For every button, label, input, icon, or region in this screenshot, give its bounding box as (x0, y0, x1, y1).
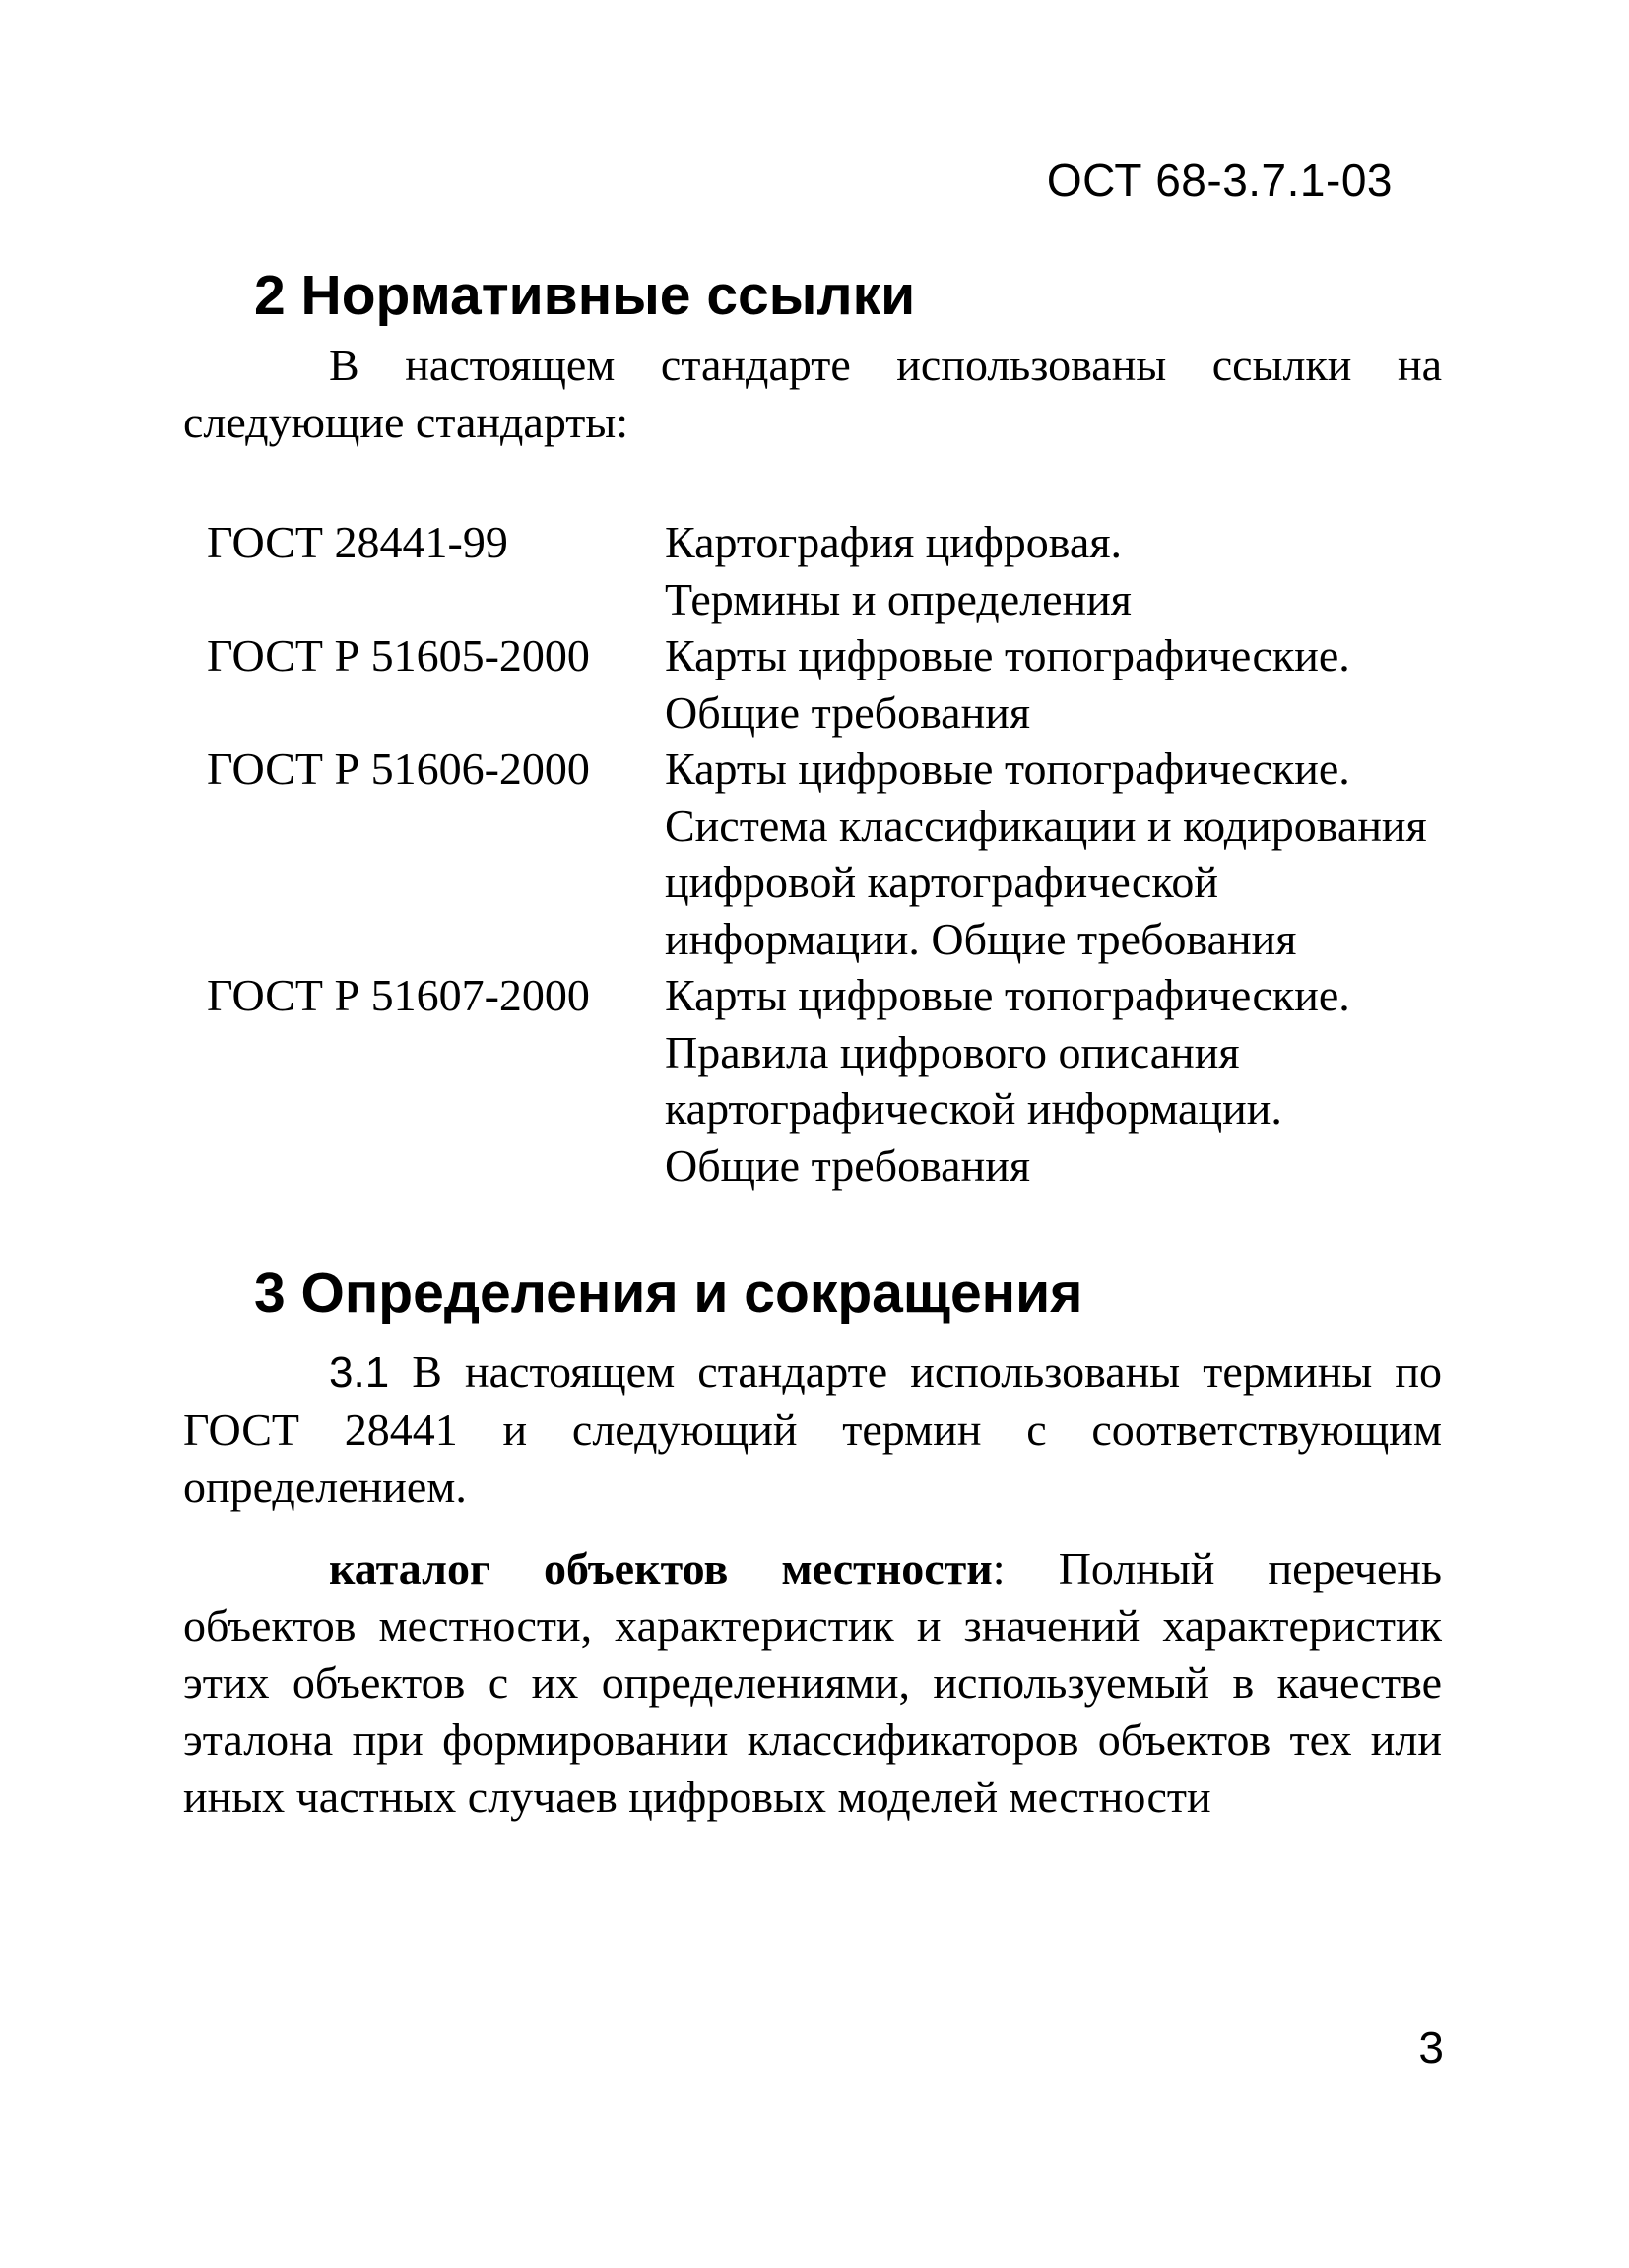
section-2-heading: 2 Нормативные ссылки (254, 264, 916, 327)
section-2-intro: В настоящем стандарте использованы ссылки на следующие стандарты: (183, 340, 1442, 447)
reference-title (665, 741, 1453, 967)
reference-title (665, 514, 1453, 627)
reference-row (207, 741, 1453, 967)
defined-term: каталог объектов местности (329, 1543, 993, 1593)
reference-row (207, 514, 1453, 627)
reference-title-line: Карты цифровые топографические. (665, 970, 1350, 1020)
references-list (207, 514, 1453, 1194)
reference-code: ГОСТ Р 51607-2000 (207, 970, 590, 1020)
document-code: ОСТ 68-3.7.1-03 (1046, 155, 1393, 206)
reference-title-line: Правила цифрового описания (665, 1026, 1240, 1077)
reference-row (207, 967, 1453, 1194)
reference-row (207, 627, 1453, 741)
reference-title-line: Система классификации и кодирования (665, 800, 1427, 851)
reference-title-line: информации. Общие требования (665, 913, 1297, 964)
page-number: 3 (1418, 2022, 1444, 2073)
reference-title-line: картографической информации. (665, 1083, 1282, 1134)
reference-code: ГОСТ Р 51605-2000 (207, 630, 590, 680)
reference-title-line: Карты цифровые топографические. (665, 744, 1350, 794)
definition-text: : Полный перечень объектов местности, характеристик и значений характеристик этих объектов с их определениями, используемый в качестве эталона при формировании классификаторов объектов тех или иных частных случаев цифровых моделей местности (183, 1543, 1442, 1822)
reference-title-line: Термины и определения (665, 573, 1132, 624)
reference-title-line: цифровой картографической (665, 857, 1218, 907)
reference-code: ГОСТ 28441-99 (207, 517, 508, 567)
term-definition (183, 1540, 1442, 1826)
reference-title-line: Общие требования (665, 1139, 1030, 1191)
clause-text: В настоящем стандарте использованы термины по ГОСТ 28441 и следующий термин с соответствующим определением. (183, 1346, 1442, 1512)
reference-code: ГОСТ Р 51606-2000 (207, 744, 590, 794)
reference-title (665, 627, 1453, 741)
reference-title-line: Общие требования (665, 686, 1030, 738)
reference-title-line: Картография цифровая. (665, 517, 1122, 567)
reference-title (665, 967, 1453, 1194)
section-3-heading: 3 Определения и сокращения (254, 1262, 1083, 1325)
clause-number: 3.1 (329, 1348, 390, 1396)
reference-title-line: Карты цифровые топографические. (665, 630, 1350, 680)
clause-3-1 (183, 1343, 1442, 1516)
